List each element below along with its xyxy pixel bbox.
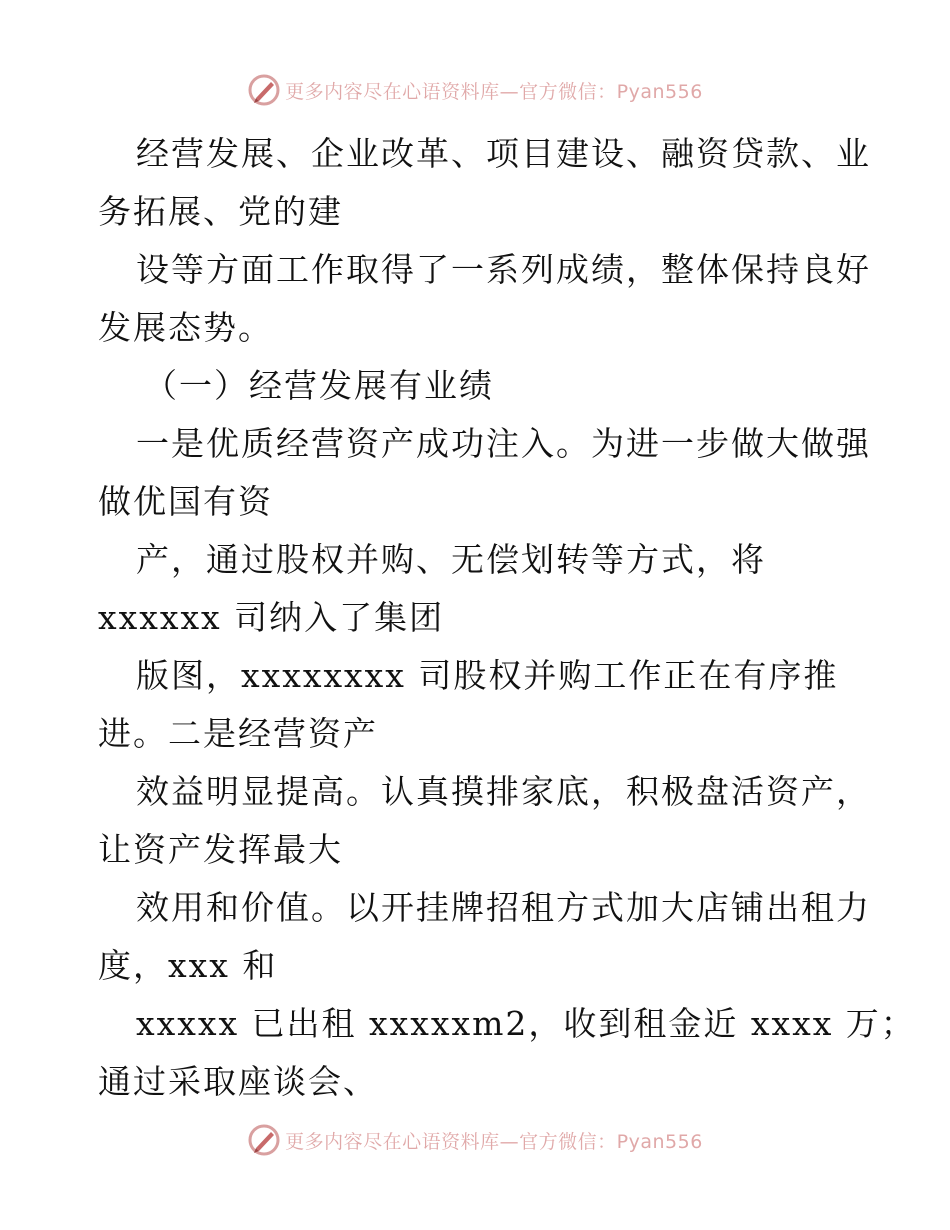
section-heading: （一）经营发展有业绩	[144, 366, 494, 405]
text-line: 做优国有资	[98, 482, 273, 521]
watermark-text: 更多内容尽在心语资料库—官方微信：Pyan556	[285, 1130, 703, 1153]
text-line: 经营发展、企业改革、项目建设、融资贷款、业	[136, 134, 871, 173]
text-line: 度，xxx 和	[98, 946, 278, 985]
text-line: 产，通过股权并购、无偿划转等方式，将	[136, 540, 766, 579]
watermark-text: 更多内容尽在心语资料库—官方微信：Pyan556	[285, 80, 703, 103]
text-line: 版图，xxxxxxxx 司股权并购工作正在有序推	[136, 656, 839, 695]
footer-watermark	[0, 1120, 950, 1160]
text-line: 进。二是经营资产	[98, 714, 378, 753]
text-line: 效益明显提高。认真摸排家底，积极盘活资产，	[136, 772, 871, 811]
text-line: xxxxx 已出租 xxxxxm2，收到租金近 xxxx 万；	[136, 1004, 916, 1043]
pen-logo-icon	[247, 73, 281, 107]
text-line: 让资产发挥最大	[98, 830, 343, 869]
pen-logo-icon	[247, 1123, 281, 1157]
text-line: 效用和价值。以开挂牌招租方式加大店铺出租力	[136, 888, 871, 927]
text-line: 务拓展、党的建	[98, 192, 343, 231]
text-line: 设等方面工作取得了一系列成绩，整体保持良好	[136, 250, 871, 289]
header-watermark	[0, 70, 950, 110]
text-line: 发展态势。	[98, 308, 273, 347]
document-body	[98, 125, 916, 1111]
text-line: xxxxxx 司纳入了集团	[98, 598, 445, 637]
text-line: 一是优质经营资产成功注入。为进一步做大做强	[136, 424, 871, 463]
text-line: 通过采取座谈会、	[98, 1062, 378, 1101]
